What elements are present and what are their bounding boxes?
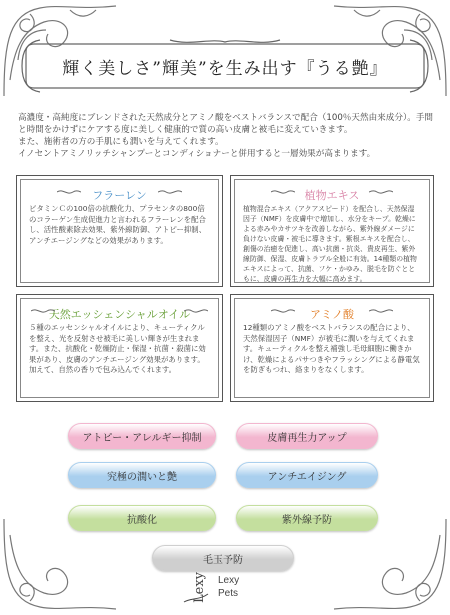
essential-oil-box (16, 294, 223, 402)
title-banner (20, 38, 430, 94)
logo-mark-text: Lexy (192, 572, 207, 603)
box-header (17, 184, 222, 200)
logo-line: Lexy (218, 575, 240, 586)
page-title: 輝く美しさ”輝美”を生み出す『うる艶』 (62, 58, 388, 79)
logo-wordmark (218, 574, 239, 600)
fullerene-box (16, 175, 223, 287)
ornament-icon (57, 188, 81, 196)
ornament-icon (271, 188, 295, 196)
logo-line: Pets (218, 588, 239, 599)
pill-label: アトピー・アレルギー抑制 (82, 432, 202, 444)
amino-acid-box (230, 294, 434, 402)
ornament-icon (184, 307, 208, 315)
box-header (231, 184, 433, 200)
ornament-icon (369, 307, 393, 315)
ornament-icon (158, 188, 182, 196)
ornament-icon (271, 307, 295, 315)
plant-extract-box (230, 175, 434, 287)
box-title: フラーレン (92, 189, 147, 202)
pill-uv-prevention[interactable] (236, 505, 378, 531)
box-title: 天然エッシェンシャルオイル (48, 308, 191, 321)
box-body: 植物混合エキス（アクアスピード）を配合し、天然保湿因子（NMF）を皮膚中で増加し、水分をキープ。乾燥による赤みやカサツキを改善しながら、紫外線ダメージに負けない皮膚・被毛に導きます。紫根エキスを配合し、創傷の治癒を促進し、高い抗菌・抗炎、貴皮再生、紫外線防御、保湿、皮膚トラブル全般に有効。14種類の植物エキスによって、抗菌、フケ・かゆみ、脱毛を防ぐとともに、皮膚の再生力を大幅に高めます。 (243, 205, 417, 283)
pill-label: 抗酸化 (127, 514, 157, 526)
brand-logo (180, 572, 270, 606)
box-body: ビタミンＣの100倍の抗酸化力、プラセンタの800倍のコラーゲン生成促進力と言われるフラーレンを配合し、活性酸素除去効果、紫外線防御、アトピー抑制、アンチエージングなどの効果があります。 (29, 204, 207, 245)
box-body: ５種のエッセンシャルオイルにより、キューティクルを整え、光を反射させ被毛に美しい輝きが生まれます。また、抗酸化・乾燥防止・保湿・抗菌・殺菌に効果があり、皮膚のアンチエージング効果があります。加えて、自然の香りで包み込んでくれます。 (29, 323, 206, 374)
lexy-monogram-icon (180, 572, 212, 606)
intro-paragraph: 高濃度・高純度にブレンドされた天然成分とアミノ酸をベストバランスで配合（100％天然由来成分）。手間と時間をかけずにケアする度に美しく健康的で質の高い皮膚と被毛に変えていきます。 (18, 113, 434, 135)
pill-label: 皮膚再生力アップ (267, 432, 347, 444)
pill-label: 紫外線予防 (282, 514, 332, 526)
intro-text (18, 112, 436, 160)
box-title: アミノ酸 (310, 308, 354, 321)
pill-skin-regeneration[interactable] (236, 423, 378, 449)
intro-paragraph: また、施術者の方の手肌にも潤いを与えてくれます。 (18, 137, 224, 147)
ornament-icon (369, 188, 393, 196)
pill-moisture-gloss[interactable] (68, 462, 216, 488)
pill-pill-prevention[interactable] (152, 545, 294, 571)
pill-label: 毛玉予防 (203, 554, 243, 566)
pill-label: 究極の潤いと艶 (107, 471, 177, 483)
box-title: 植物エキス (304, 189, 360, 202)
pill-antioxidant[interactable] (68, 505, 216, 531)
intro-paragraph: イノセントアミノリッチシャンプーとコンディショナーと併用すると一層効果が高まります。 (18, 149, 376, 159)
pill-atopy-allergy[interactable] (68, 423, 216, 449)
box-header (231, 303, 433, 319)
ornament-icon (31, 307, 55, 315)
box-body: 12種類のアミノ酸をベストバランスの配合により、天然保湿因子（NMF）が被毛に潤いを与えてくれます。キューティクルを整え補強し毛母細胞に働きかけ、乾燥によるパサつきやフラッシングによる静電気を防ぎもつれ、絡まりをなくします。 (243, 323, 420, 374)
pill-label: アンチエイジング (267, 471, 347, 483)
pill-anti-aging[interactable] (236, 462, 378, 488)
